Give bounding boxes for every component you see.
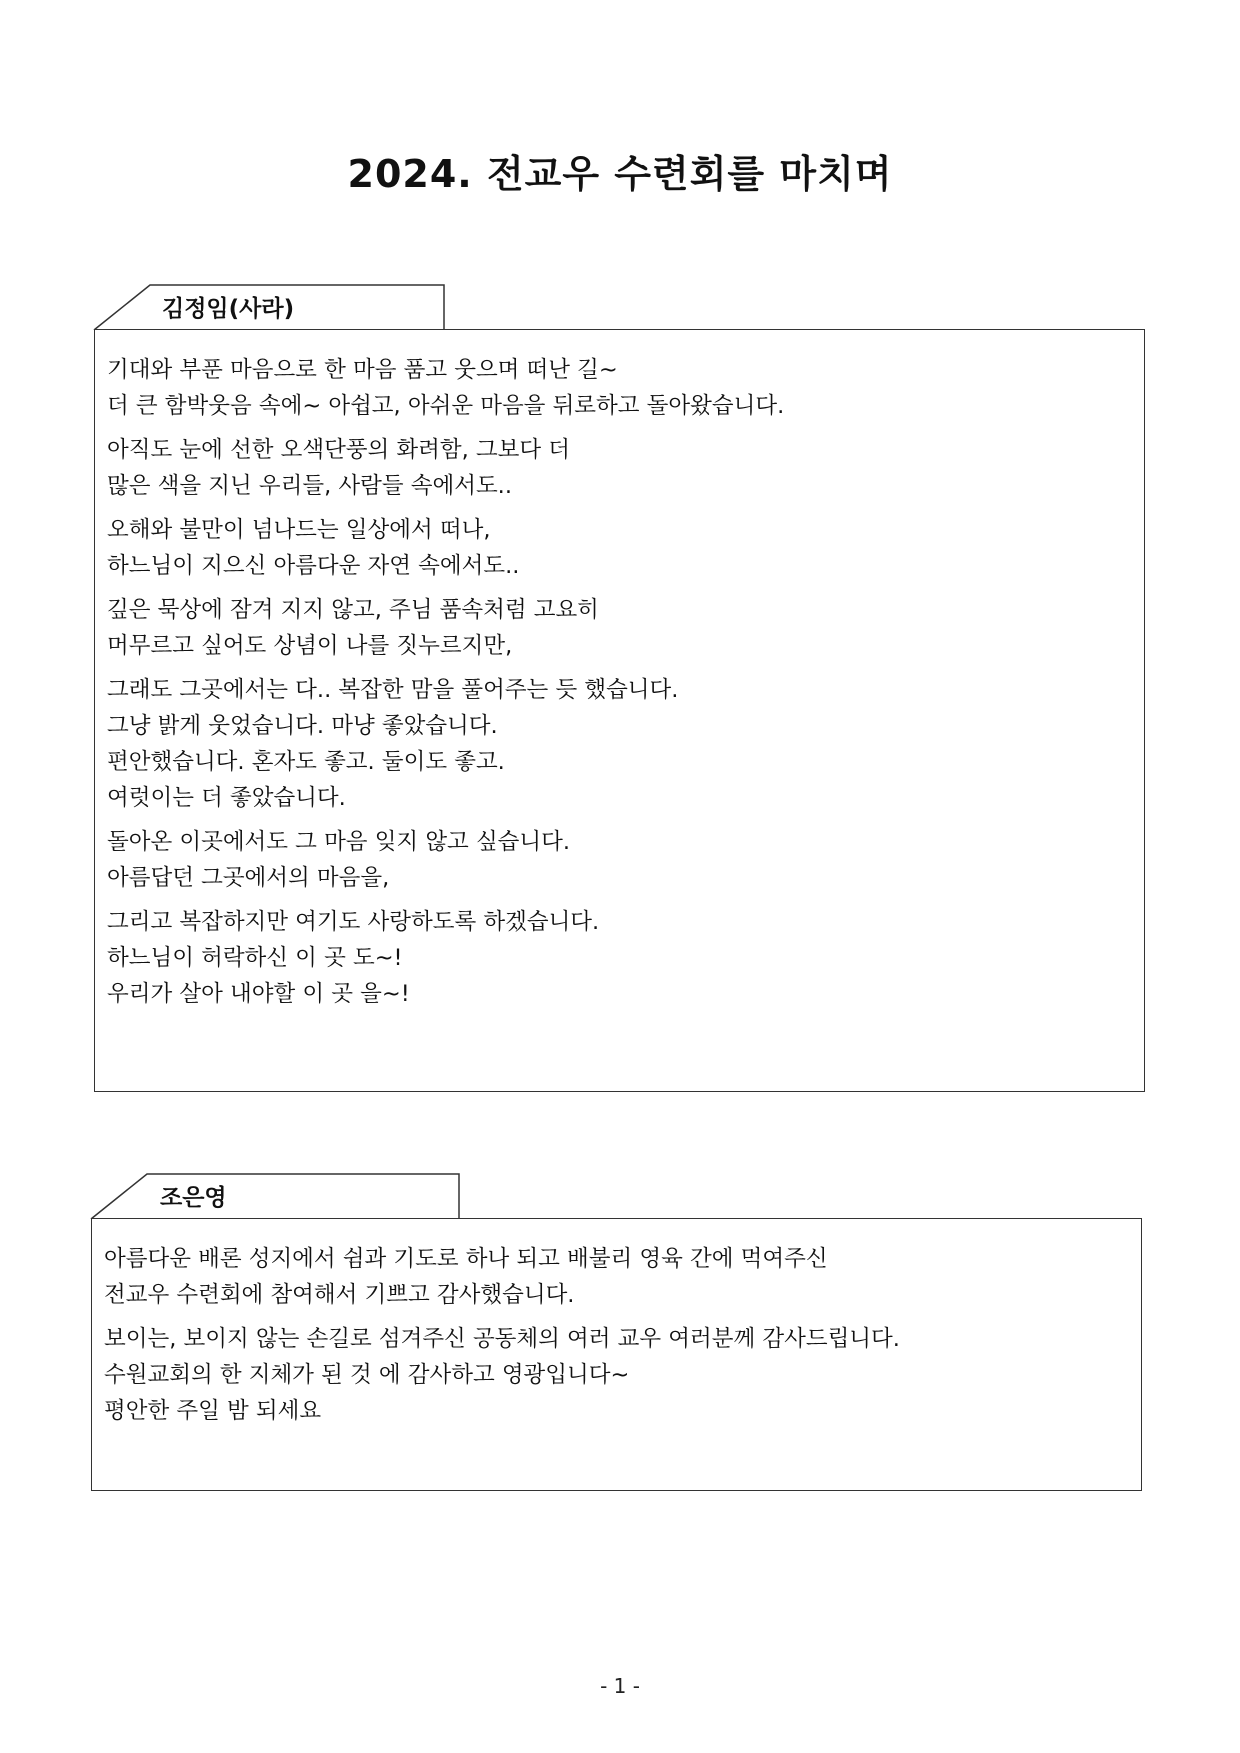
- text-line: 보이는, 보이지 않는 손길로 섬겨주신 공동체의 여러 교우 여러분께 감사드립니다.: [104, 1326, 900, 1352]
- text-line: 평안한 주일 밤 되세요: [104, 1398, 322, 1424]
- text-line: 하느님이 지으신 아름다운 자연 속에서도..: [107, 553, 520, 579]
- author-name: 김정임(사라): [162, 296, 295, 322]
- author-name: 조은영: [160, 1185, 227, 1211]
- text-line: 그냥 밝게 웃었습니다. 마냥 좋았습니다.: [107, 713, 498, 739]
- text-line: 전교우 수련회에 참여해서 기쁘고 감사했습니다.: [104, 1282, 575, 1308]
- text-line: 여럿이는 더 좋았습니다.: [107, 785, 346, 811]
- text-line: 더 큰 함박웃음 속에~ 아쉽고, 아쉬운 마음을 뒤로하고 돌아왔습니다.: [107, 393, 785, 419]
- text-line: 돌아온 이곳에서도 그 마음 잊지 않고 싶습니다.: [107, 829, 571, 855]
- text-line: 편안했습니다. 혼자도 좋고. 둘이도 좋고.: [107, 749, 505, 775]
- page-number: - 1 -: [600, 1674, 640, 1698]
- text-line: 많은 색을 지닌 우리들, 사람들 속에서도..: [107, 473, 512, 499]
- text-line: 아름다운 배론 성지에서 쉼과 기도로 하나 되고 배불리 영육 간에 먹여주신: [104, 1246, 828, 1272]
- document-title: 2024. 전교우 수련회를 마치며: [347, 152, 893, 196]
- reflection-text-box: [91, 1218, 1142, 1491]
- text-line: 그리고 복잡하지만 여기도 사랑하도록 하겠습니다.: [107, 909, 600, 935]
- text-line: 그래도 그곳에서는 다.. 복잡한 맘을 풀어주는 듯 했습니다.: [107, 677, 679, 703]
- text-line: 머무르고 싶어도 상념이 나를 짓누르지만,: [107, 633, 513, 659]
- text-line: 기대와 부푼 마음으로 한 마음 품고 웃으며 떠난 길~: [107, 357, 618, 383]
- text-line: 하느님이 허락하신 이 곳 도~!: [107, 945, 403, 971]
- text-line: 아직도 눈에 선한 오색단풍의 화려함, 그보다 더: [107, 437, 571, 463]
- text-line: 아름답던 그곳에서의 마음을,: [107, 865, 390, 891]
- reflection-body: [104, 1241, 1129, 1429]
- paragraph: [104, 1321, 1129, 1429]
- paragraph: [104, 1241, 1129, 1313]
- text-line: 오해와 불만이 넘나드는 일상에서 떠나,: [107, 517, 491, 543]
- text-line: 수원교회의 한 지체가 된 것 에 감사하고 영광입니다~: [104, 1362, 630, 1388]
- text-line: 깊은 묵상에 잠겨 지지 않고, 주님 품속처럼 고요히: [107, 597, 599, 623]
- text-line: 우리가 살아 내야할 이 곳 을~!: [107, 981, 410, 1007]
